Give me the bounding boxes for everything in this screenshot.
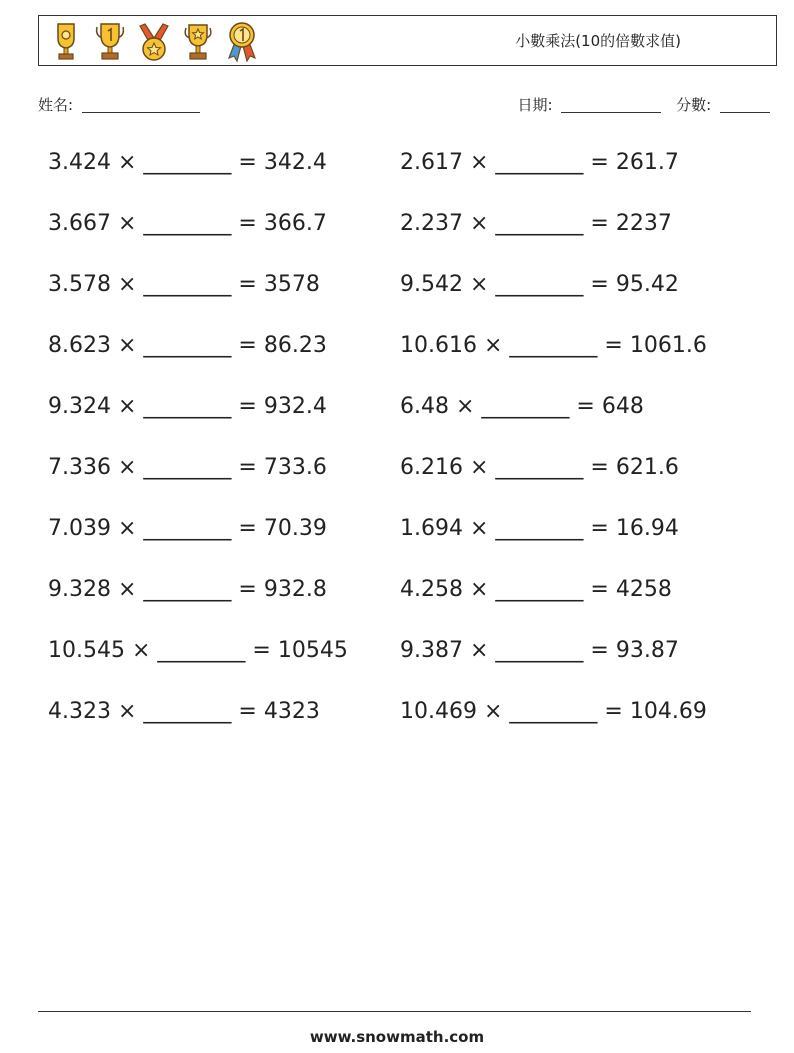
answer-blank[interactable]: ________ bbox=[481, 394, 570, 419]
multiplicand: 7.336 bbox=[48, 455, 111, 480]
trophy-cup-icon bbox=[49, 20, 83, 64]
times-sign: × bbox=[469, 455, 489, 480]
equals-sign: = bbox=[590, 577, 609, 602]
equals-sign: = bbox=[238, 455, 257, 480]
multiplicand: 10.545 bbox=[48, 638, 125, 663]
answer-blank[interactable]: ________ bbox=[509, 333, 598, 358]
product-value: 95.42 bbox=[615, 272, 679, 297]
trophy-number-one-icon bbox=[93, 20, 127, 64]
multiplicand: 9.542 bbox=[400, 272, 463, 297]
answer-blank[interactable]: ________ bbox=[143, 150, 232, 175]
answer-blank[interactable]: ________ bbox=[495, 516, 584, 541]
name-blank[interactable] bbox=[82, 98, 200, 113]
problem-item bbox=[400, 640, 679, 662]
equals-sign: = bbox=[238, 211, 257, 236]
multiplicand: 9.387 bbox=[400, 638, 463, 663]
equals-sign: = bbox=[238, 150, 257, 175]
times-sign: × bbox=[117, 150, 137, 175]
answer-blank[interactable]: ________ bbox=[143, 699, 232, 724]
product-value: 16.94 bbox=[615, 516, 679, 541]
times-sign: × bbox=[483, 699, 503, 724]
answer-blank[interactable]: ________ bbox=[143, 577, 232, 602]
multiplicand: 2.617 bbox=[400, 150, 463, 175]
problem-item bbox=[48, 152, 327, 174]
product-value: 932.4 bbox=[263, 394, 327, 419]
problem-item bbox=[400, 579, 672, 601]
star-trophy-icon bbox=[181, 20, 215, 64]
answer-blank[interactable]: ________ bbox=[495, 272, 584, 297]
date-blank[interactable] bbox=[561, 98, 661, 113]
problem-item bbox=[48, 701, 320, 723]
product-value: 932.8 bbox=[263, 577, 327, 602]
answer-blank[interactable]: ________ bbox=[495, 211, 584, 236]
equals-sign: = bbox=[590, 211, 609, 236]
product-value: 366.7 bbox=[263, 211, 327, 236]
problem-item bbox=[400, 152, 679, 174]
equals-sign: = bbox=[252, 638, 271, 663]
equals-sign: = bbox=[238, 699, 257, 724]
product-value: 4258 bbox=[615, 577, 672, 602]
times-sign: × bbox=[455, 394, 475, 419]
product-value: 3578 bbox=[263, 272, 320, 297]
score-blank[interactable] bbox=[720, 98, 770, 113]
problem-item bbox=[400, 701, 707, 723]
equals-sign: = bbox=[590, 150, 609, 175]
problem-item bbox=[48, 579, 327, 601]
times-sign: × bbox=[131, 638, 151, 663]
times-sign: × bbox=[469, 577, 489, 602]
answer-blank[interactable]: ________ bbox=[495, 577, 584, 602]
product-value: 733.6 bbox=[263, 455, 327, 480]
problem-item bbox=[400, 274, 679, 296]
product-value: 70.39 bbox=[263, 516, 327, 541]
date-score-row bbox=[518, 94, 770, 115]
times-sign: × bbox=[117, 211, 137, 236]
header-box bbox=[38, 15, 777, 66]
times-sign: × bbox=[117, 699, 137, 724]
equals-sign: = bbox=[238, 394, 257, 419]
rosette-number-one-icon bbox=[225, 20, 259, 64]
multiplicand: 8.623 bbox=[48, 333, 111, 358]
times-sign: × bbox=[469, 516, 489, 541]
answer-blank[interactable]: ________ bbox=[143, 333, 232, 358]
star-medal-icon bbox=[137, 20, 171, 64]
name-field-row bbox=[38, 94, 200, 115]
answer-blank[interactable]: ________ bbox=[143, 516, 232, 541]
name-label: 姓名: bbox=[38, 96, 74, 114]
times-sign: × bbox=[469, 272, 489, 297]
product-value: 261.7 bbox=[615, 150, 679, 175]
answer-blank[interactable]: ________ bbox=[143, 394, 232, 419]
times-sign: × bbox=[117, 455, 137, 480]
times-sign: × bbox=[469, 211, 489, 236]
score-label: 分數: bbox=[676, 96, 712, 114]
footer-url: www.snowmath.com bbox=[309, 1028, 485, 1046]
product-value: 648 bbox=[601, 394, 644, 419]
multiplicand: 4.323 bbox=[48, 699, 111, 724]
answer-blank[interactable]: ________ bbox=[509, 699, 598, 724]
page-title: 小數乘法(10的倍數求值) bbox=[515, 32, 681, 50]
equals-sign: = bbox=[590, 638, 609, 663]
product-value: 10545 bbox=[277, 638, 348, 663]
problem-item bbox=[48, 640, 348, 662]
multiplicand: 2.237 bbox=[400, 211, 463, 236]
award-icons bbox=[49, 20, 259, 64]
product-value: 2237 bbox=[615, 211, 672, 236]
multiplicand: 6.48 bbox=[400, 394, 449, 419]
problem-item bbox=[400, 213, 672, 235]
answer-blank[interactable]: ________ bbox=[143, 211, 232, 236]
problem-item bbox=[400, 335, 707, 357]
times-sign: × bbox=[117, 577, 137, 602]
equals-sign: = bbox=[590, 455, 609, 480]
multiplicand: 9.324 bbox=[48, 394, 111, 419]
times-sign: × bbox=[483, 333, 503, 358]
times-sign: × bbox=[117, 333, 137, 358]
answer-blank[interactable]: ________ bbox=[495, 455, 584, 480]
multiplicand: 10.469 bbox=[400, 699, 477, 724]
date-label: 日期: bbox=[517, 96, 553, 114]
multiplicand: 1.694 bbox=[400, 516, 463, 541]
times-sign: × bbox=[469, 150, 489, 175]
equals-sign: = bbox=[238, 333, 257, 358]
problem-item bbox=[48, 213, 327, 235]
answer-blank[interactable]: ________ bbox=[157, 638, 246, 663]
problem-item bbox=[400, 396, 644, 418]
problem-item bbox=[48, 396, 327, 418]
product-value: 4323 bbox=[263, 699, 320, 724]
multiplicand: 3.424 bbox=[48, 150, 111, 175]
footer-divider bbox=[38, 1011, 751, 1012]
equals-sign: = bbox=[590, 272, 609, 297]
equals-sign: = bbox=[576, 394, 595, 419]
equals-sign: = bbox=[590, 516, 609, 541]
equals-sign: = bbox=[238, 272, 257, 297]
equals-sign: = bbox=[238, 516, 257, 541]
product-value: 86.23 bbox=[263, 333, 327, 358]
equals-sign: = bbox=[604, 333, 623, 358]
answer-blank[interactable]: ________ bbox=[495, 150, 584, 175]
problem-item bbox=[400, 457, 679, 479]
product-value: 621.6 bbox=[615, 455, 679, 480]
times-sign: × bbox=[117, 394, 137, 419]
times-sign: × bbox=[117, 272, 137, 297]
multiplicand: 3.578 bbox=[48, 272, 111, 297]
product-value: 104.69 bbox=[629, 699, 707, 724]
equals-sign: = bbox=[604, 699, 623, 724]
answer-blank[interactable]: ________ bbox=[495, 638, 584, 663]
product-value: 342.4 bbox=[263, 150, 327, 175]
problem-item bbox=[48, 457, 327, 479]
answer-blank[interactable]: ________ bbox=[143, 455, 232, 480]
multiplicand: 4.258 bbox=[400, 577, 463, 602]
times-sign: × bbox=[469, 638, 489, 663]
multiplicand: 6.216 bbox=[400, 455, 463, 480]
times-sign: × bbox=[117, 516, 137, 541]
product-value: 1061.6 bbox=[629, 333, 707, 358]
multiplicand: 7.039 bbox=[48, 516, 111, 541]
problem-item bbox=[48, 518, 327, 540]
product-value: 93.87 bbox=[615, 638, 679, 663]
multiplicand: 3.667 bbox=[48, 211, 111, 236]
multiplicand: 10.616 bbox=[400, 333, 477, 358]
problem-item bbox=[48, 335, 327, 357]
problem-item bbox=[48, 274, 320, 296]
answer-blank[interactable]: ________ bbox=[143, 272, 232, 297]
multiplicand: 9.328 bbox=[48, 577, 111, 602]
problem-item bbox=[400, 518, 679, 540]
equals-sign: = bbox=[238, 577, 257, 602]
